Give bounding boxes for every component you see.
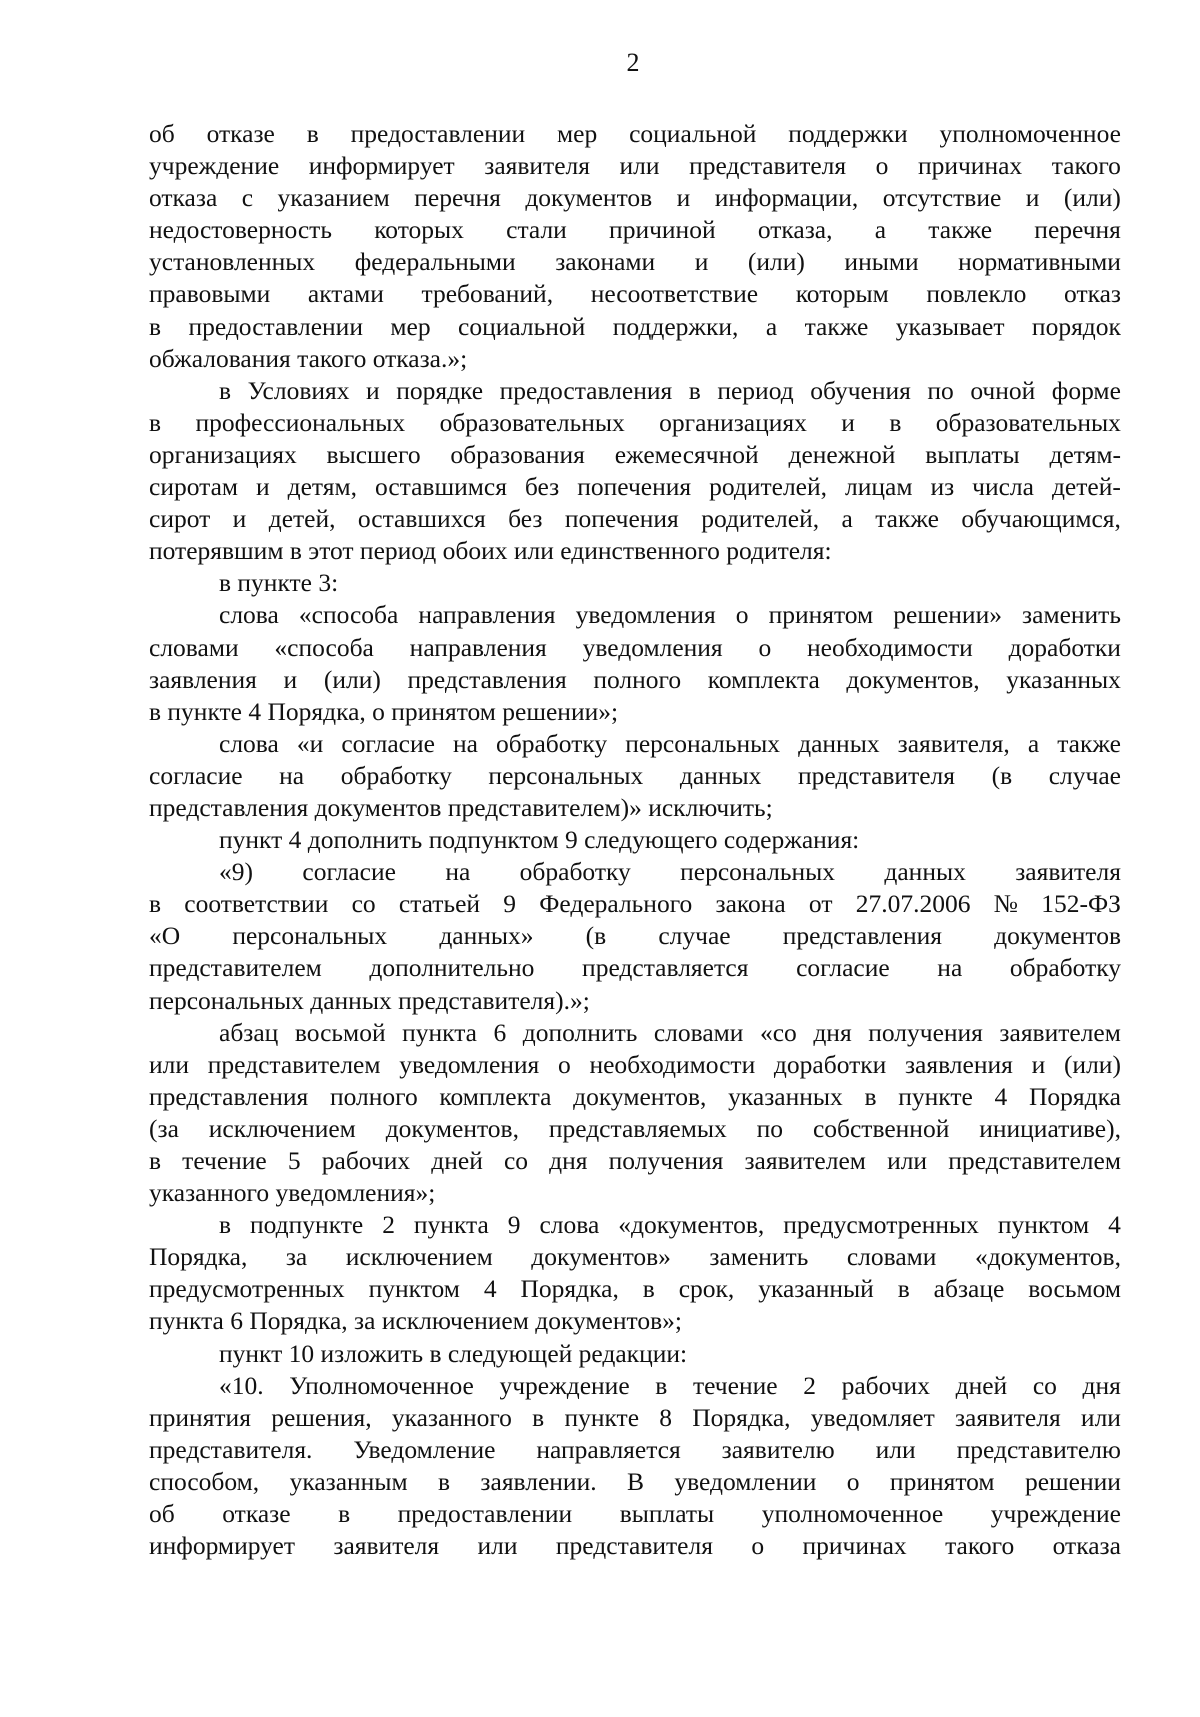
text-line: принятия решения, указанного в пункте 8 Порядка, уведомляет заявителя или: [149, 1402, 1121, 1432]
text-line: обжалования такого отказа.»;: [149, 343, 468, 373]
text-line: пункт 10 изложить в следующей редакции:: [219, 1338, 688, 1368]
text-line: представителя. Уведомление направляется заявителю или представителю: [149, 1434, 1121, 1464]
text-line: Порядка, за исключением документов» заменить словами «документов,: [149, 1242, 1121, 1272]
text-line: об отказе в предоставлении мер социальной поддержки уполномоченное: [149, 119, 1121, 148]
text-line: в профессиональных образовательных организациях и в образовательных: [149, 407, 1121, 437]
text-line: информирует заявителя или представителя о причинах такого отказа: [149, 1531, 1121, 1561]
text-line: в Условиях и порядке предоставления в период обучения по очной форме: [219, 375, 1121, 405]
text-line: в течение 5 рабочих дней со дня получения заявителем или представителем: [149, 1146, 1121, 1175]
text-line: представителем дополнительно представляется согласие на обработку: [149, 953, 1121, 983]
text-line: пункт 4 дополнить подпунктом 9 следующего содержания:: [219, 825, 860, 855]
text-line: в пункте 4 Порядка, о принятом решении»;: [149, 696, 619, 726]
text-line: учреждение информирует заявителя или представителя о причинах такого: [149, 151, 1121, 181]
text-line: об отказе в предоставлении выплаты уполномоченное учреждение: [149, 1499, 1121, 1529]
page-number: 2: [626, 48, 640, 77]
text-line: в подпункте 2 пункта 9 слова «документов, предусмотренных пунктом 4: [219, 1210, 1121, 1240]
text-line: «О персональных данных» (в случае представления документов: [149, 921, 1121, 951]
text-line: слова «способа направления уведомления о принятом решении» заменить: [219, 600, 1121, 630]
text-line: абзац восьмой пункта 6 дополнить словами «со дня получения заявителем: [219, 1017, 1121, 1047]
text-line: в предоставлении мер социальной поддержки, а также указывает порядок: [149, 311, 1121, 341]
text-line: в пункте 3:: [219, 568, 339, 598]
text-line: представления документов представителем)» исключить;: [149, 792, 773, 822]
text-line: организациях высшего образования ежемесячной денежной выплаты детям-: [149, 439, 1121, 469]
text-line: установленных федеральными законами и (или) иными нормативными: [149, 247, 1121, 277]
text-line: сиротам и детям, оставшимся без попечения родителей, лицам из числа детей-: [149, 472, 1121, 502]
text-line: заявления и (или) представления полного комплекта документов, указанных: [149, 664, 1121, 694]
text-line: представления полного комплекта документов, указанных в пункте 4 Порядка: [149, 1081, 1121, 1111]
text-line: слова «и согласие на обработку персональных данных заявителя, а также: [219, 728, 1121, 758]
text-line: словами «способа направления уведомления о необходимости доработки: [149, 632, 1121, 662]
text-line: (за исключением документов, представляемых по собственной инициативе),: [149, 1113, 1121, 1143]
text-line: согласие на обработку персональных данных представителя (в случае: [149, 760, 1121, 790]
text-line: правовыми актами требований, несоответствие которым повлекло отказ: [149, 279, 1121, 309]
text-line: персональных данных представителя).»;: [149, 985, 590, 1015]
text-line: потерявшим в этот период обоих или единственного родителя:: [149, 536, 832, 566]
text-line: сирот и детей, оставшихся без попечения родителей, а также обучающимся,: [149, 504, 1121, 534]
text-line: в соответствии со статьей 9 Федерального закона от 27.07.2006 № 152-ФЗ: [149, 889, 1121, 919]
text-line: «9) согласие на обработку персональных данных заявителя: [219, 857, 1121, 887]
text-line: предусмотренных пунктом 4 Порядка, в срок, указанный в абзаце восьмом: [149, 1274, 1121, 1304]
text-line: «10. Уполномоченное учреждение в течение 2 рабочих дней со дня: [219, 1370, 1121, 1400]
text-line: недостоверность которых стали причиной отказа, а также перечня: [149, 215, 1121, 245]
text-line: указанного уведомления»;: [149, 1178, 436, 1208]
text-line: пункта 6 Порядка, за исключением документов»;: [149, 1306, 682, 1336]
document-body: [149, 118, 1121, 1562]
text-line: или представителем уведомления о необходимости доработки заявления и (или): [149, 1049, 1121, 1079]
text-line: отказа с указанием перечня документов и информации, отсутствие и (или): [149, 183, 1121, 213]
text-line: способом, указанным в заявлении. В уведомлении о принятом решении: [149, 1466, 1121, 1496]
